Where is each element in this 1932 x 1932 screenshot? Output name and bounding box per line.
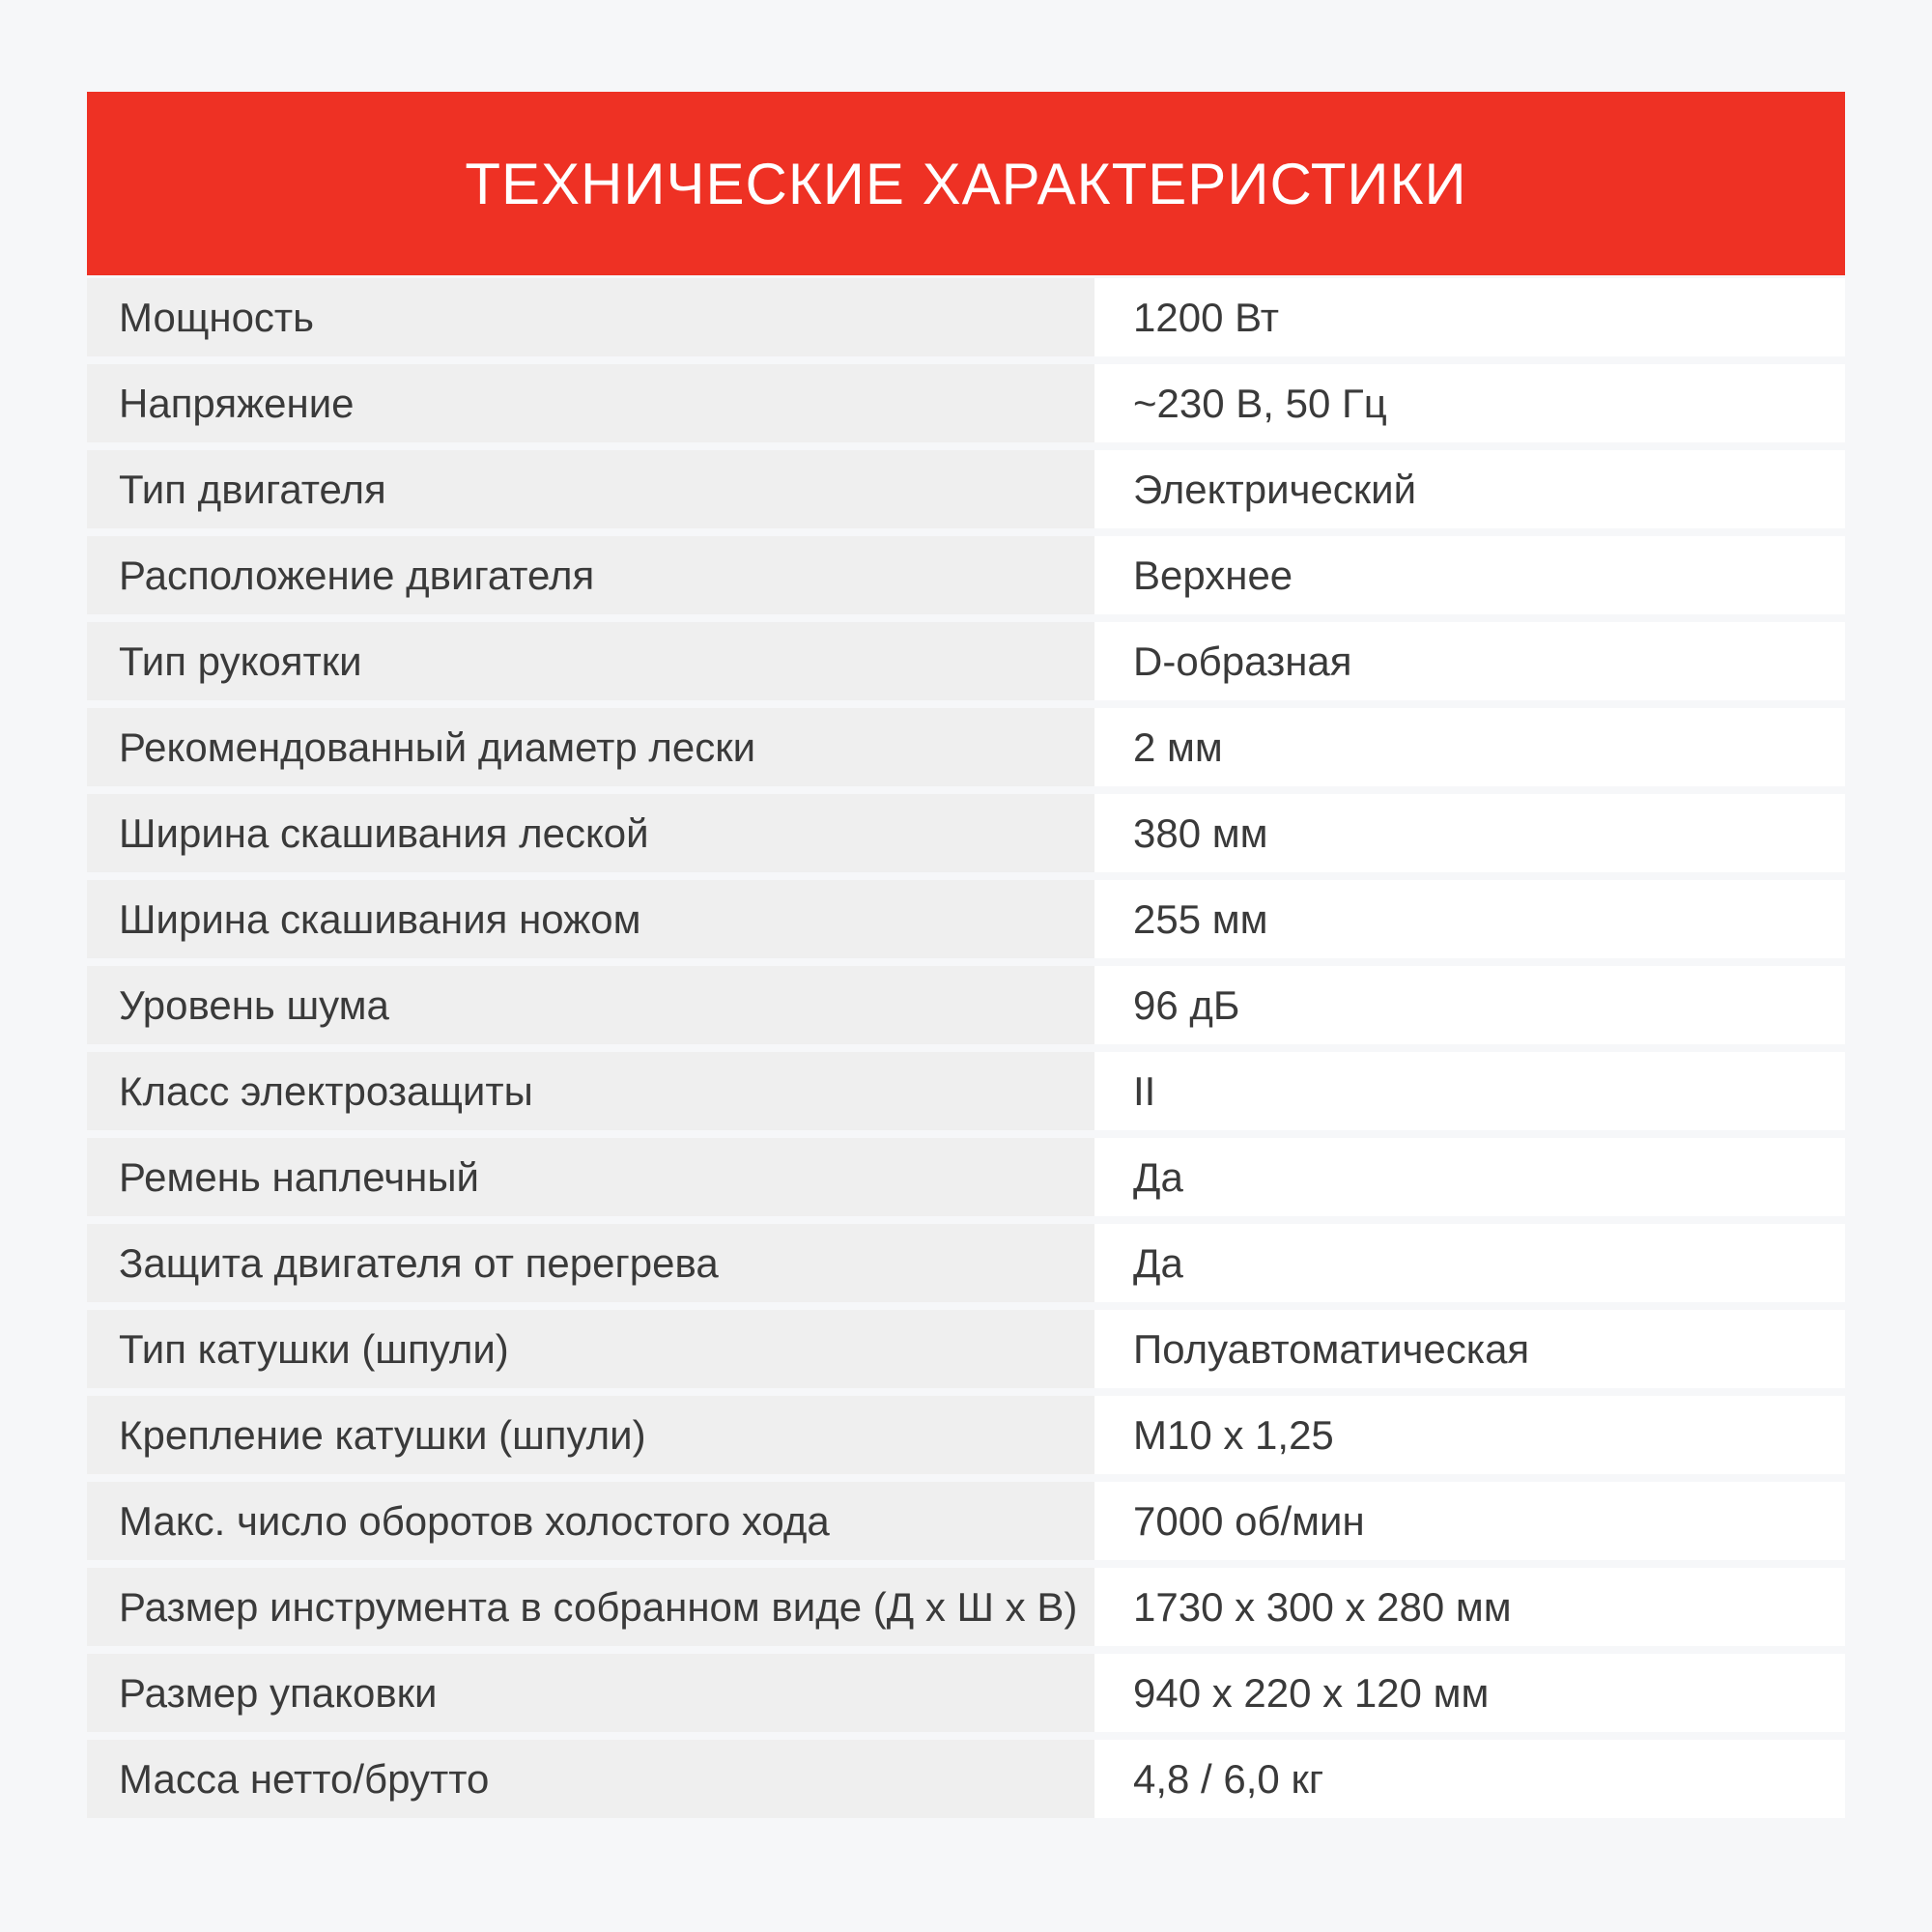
spec-rows (87, 278, 1845, 1818)
spec-row-value: D-образная (1094, 622, 1845, 700)
table-row (87, 1224, 1845, 1302)
spec-row-label: Расположение двигателя (87, 536, 1094, 614)
spec-row-label: Класс электрозащиты (87, 1052, 1094, 1130)
spec-row-value: 940 x 220 x 120 мм (1094, 1654, 1845, 1732)
table-row (87, 1654, 1845, 1732)
spec-row-label: Рекомендованный диаметр лески (87, 708, 1094, 786)
table-row (87, 536, 1845, 614)
spec-row-label: Ремень наплечный (87, 1138, 1094, 1216)
spec-row-label: Крепление катушки (шпули) (87, 1396, 1094, 1474)
spec-row-label: Размер инструмента в собранном виде (Д х Ш х В) (87, 1568, 1094, 1646)
table-row (87, 450, 1845, 528)
table-row (87, 708, 1845, 786)
table-row (87, 622, 1845, 700)
spec-row-label: Напряжение (87, 364, 1094, 442)
table-row (87, 1310, 1845, 1388)
page-title: ТЕХНИЧЕСКИЕ ХАРАКТЕРИСТИКИ (465, 151, 1467, 216)
table-row (87, 1138, 1845, 1216)
spec-row-value: II (1094, 1052, 1845, 1130)
spec-card (87, 92, 1845, 1818)
spec-row-value: ~230 В, 50 Гц (1094, 364, 1845, 442)
spec-row-label: Тип двигателя (87, 450, 1094, 528)
spec-row-label: Ширина скашивания ножом (87, 880, 1094, 958)
table-row (87, 278, 1845, 356)
spec-row-label: Ширина скашивания леской (87, 794, 1094, 872)
spec-row-value: 1200 Вт (1094, 278, 1845, 356)
table-row (87, 880, 1845, 958)
table-row (87, 966, 1845, 1044)
spec-row-label: Уровень шума (87, 966, 1094, 1044)
spec-row-value: 2 мм (1094, 708, 1845, 786)
spec-row-value: 7000 об/мин (1094, 1482, 1845, 1560)
spec-row-value: 380 мм (1094, 794, 1845, 872)
spec-row-value: 1730 x 300 x 280 мм (1094, 1568, 1845, 1646)
spec-row-value: Да (1094, 1138, 1845, 1216)
table-row (87, 1568, 1845, 1646)
spec-row-value: 4,8 / 6,0 кг (1094, 1740, 1845, 1818)
table-row (87, 1052, 1845, 1130)
spec-row-value: Верхнее (1094, 536, 1845, 614)
spec-row-value: M10 x 1,25 (1094, 1396, 1845, 1474)
spec-row-label: Тип рукоятки (87, 622, 1094, 700)
table-row (87, 1740, 1845, 1818)
spec-row-value: Да (1094, 1224, 1845, 1302)
table-row (87, 1396, 1845, 1474)
spec-row-label: Защита двигателя от перегрева (87, 1224, 1094, 1302)
spec-row-label: Размер упаковки (87, 1654, 1094, 1732)
spec-row-value: 255 мм (1094, 880, 1845, 958)
spec-header-band (87, 92, 1845, 275)
spec-row-label: Тип катушки (шпули) (87, 1310, 1094, 1388)
table-row (87, 364, 1845, 442)
table-row (87, 1482, 1845, 1560)
spec-row-label: Мощность (87, 278, 1094, 356)
spec-row-label: Макс. число оборотов холостого хода (87, 1482, 1094, 1560)
spec-row-value: Электрический (1094, 450, 1845, 528)
spec-row-value: 96 дБ (1094, 966, 1845, 1044)
table-row (87, 794, 1845, 872)
spec-row-label: Масса нетто/брутто (87, 1740, 1094, 1818)
spec-row-value: Полуавтоматическая (1094, 1310, 1845, 1388)
